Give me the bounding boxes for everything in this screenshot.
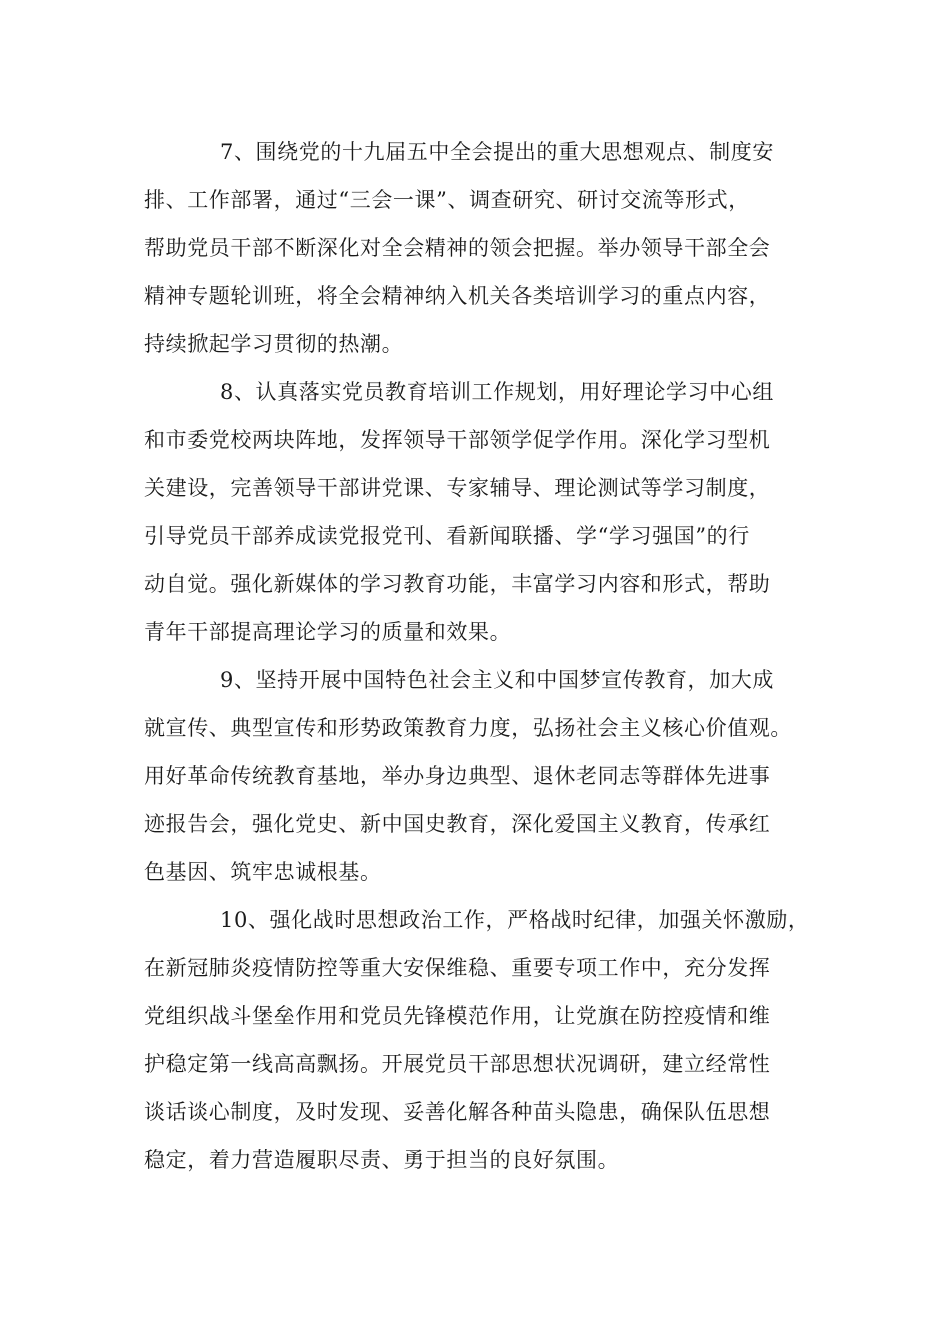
text-line: 8、认真落实党员教育培训工作规划，用好理论学习中心组 (220, 380, 774, 404)
text-line: 动自觉。强化新媒体的学习教育功能，丰富学习内容和形式，帮助 (144, 572, 771, 596)
text-line: 党组织战斗堡垒作用和党员先锋模范作用，让党旗在防控疫情和维 (144, 1004, 771, 1028)
text-line: 关建设，完善领导干部讲党课、专家辅导、理论测试等学习制度， (144, 476, 771, 500)
text-line: 青年干部提高理论学习的质量和效果。 (144, 620, 512, 644)
document-body (144, 128, 824, 1184)
text-line: 帮助党员干部不断深化对全会精神的领会把握。举办领导干部全会 (144, 236, 771, 260)
text-line: 护稳定第一线高高飘扬。开展党员干部思想状况调研，建立经常性 (144, 1052, 771, 1076)
text-line: 9、坚持开展中国特色社会主义和中国梦宣传教育，加大成 (220, 668, 774, 692)
text-line: 稳定，着力营造履职尽责、勇于担当的良好氛围。 (144, 1148, 620, 1172)
paragraph-8 (144, 368, 824, 656)
text-line: 就宣传、典型宣传和形势政策教育力度，弘扬社会主义核心价值观。 (144, 716, 792, 740)
text-line: 7、围绕党的十九届五中全会提出的重大思想观点、制度安 (220, 140, 774, 164)
text-line: 排、工作部署，通过“三会一课”、调查研究、研讨交流等形式， (144, 188, 750, 212)
text-line: 在新冠肺炎疫情防控等重大安保维稳、重要专项工作中，充分发挥 (144, 956, 771, 980)
paragraph-10 (144, 896, 824, 1184)
text-line: 用好革命传统教育基地，举办身边典型、退休老同志等群体先进事 (144, 764, 771, 788)
text-line: 和市委党校两块阵地，发挥领导干部领学促学作用。深化学习型机 (144, 428, 771, 452)
text-line: 精神专题轮训班，将全会精神纳入机关各类培训学习的重点内容， (144, 284, 771, 308)
paragraph-7 (144, 128, 824, 368)
text-line: 色基因、筑牢忠诚根基。 (144, 860, 382, 884)
paragraph-9 (144, 656, 824, 896)
text-line: 持续掀起学习贯彻的热潮。 (144, 332, 404, 356)
text-line: 迹报告会，强化党史、新中国史教育，深化爱国主义教育，传承红 (144, 812, 771, 836)
text-line: 10、强化战时思想政治工作，严格战时纪律，加强关怀激励， (220, 908, 810, 932)
text-line: 引导党员干部养成读党报党刊、看新闻联播、学“学习强国”的行 (144, 524, 750, 548)
text-line: 谈话谈心制度，及时发现、妥善化解各种苗头隐患，确保队伍思想 (144, 1100, 771, 1124)
